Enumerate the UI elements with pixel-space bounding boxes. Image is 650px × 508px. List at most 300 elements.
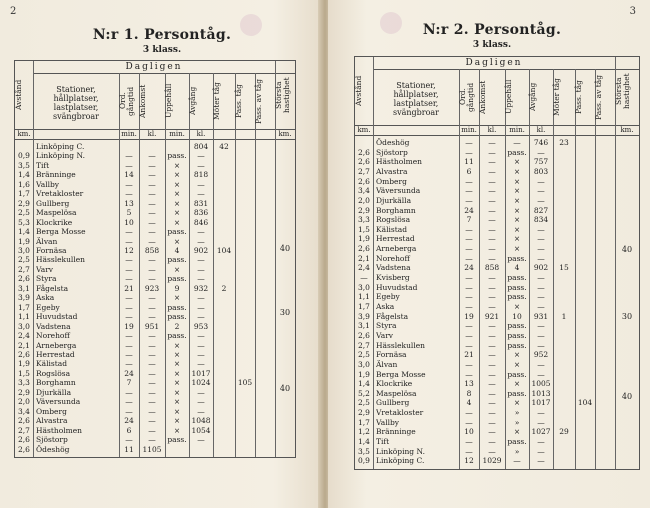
departure-cell: 1027 xyxy=(531,427,551,437)
arrival-cell: — xyxy=(488,282,496,292)
running-time-cell: 7 xyxy=(466,215,472,225)
distance-cell: 1,1 xyxy=(18,312,30,322)
timetable-row xyxy=(355,447,639,457)
running-time-cell: — xyxy=(465,446,473,456)
running-time-cell: 24 xyxy=(124,368,134,378)
timetable-row xyxy=(355,273,639,283)
unit-label: kl. xyxy=(536,126,546,134)
unit-label: kl. xyxy=(147,130,157,138)
distance-cell: 1,6 xyxy=(18,179,30,189)
running-time-cell: 8 xyxy=(466,388,472,398)
arrival-cell: — xyxy=(148,151,156,161)
stop-cell: × xyxy=(513,244,521,254)
stop-cell: 4 xyxy=(514,263,520,273)
stop-cell: pass. xyxy=(507,282,527,292)
running-time-cell: — xyxy=(465,195,473,205)
distance-cell: 2,6 xyxy=(18,274,30,284)
timetable-row xyxy=(355,427,639,437)
station-name: Kälistad xyxy=(376,224,408,234)
rule xyxy=(373,69,639,70)
running-time-cell: — xyxy=(465,253,473,263)
stop-cell: × xyxy=(173,293,181,303)
stop-cell: pass. xyxy=(507,147,527,157)
timetable-row xyxy=(355,418,639,428)
departure-cell: 836 xyxy=(193,208,209,218)
column-header: Pass. tåg xyxy=(574,80,583,114)
station-name: Berga Mosse xyxy=(36,227,86,237)
arrival-cell: — xyxy=(488,302,496,311)
distance-cell: 2,6 xyxy=(358,244,370,254)
running-time-cell: — xyxy=(125,255,133,265)
arrival-cell: — xyxy=(488,186,496,196)
arrival-cell: — xyxy=(148,368,156,378)
distance-cell: 2,6 xyxy=(358,330,370,340)
departure-cell: 803 xyxy=(533,166,549,176)
running-time-cell: — xyxy=(465,224,473,234)
arrival-cell: — xyxy=(148,170,156,180)
arrival-cell: — xyxy=(488,176,496,186)
arrival-cell: — xyxy=(148,331,156,341)
station-name: Tift xyxy=(36,160,50,170)
departure-cell: — xyxy=(537,292,545,302)
running-time-cell: 11 xyxy=(464,157,474,167)
arrival-cell: — xyxy=(488,138,496,147)
running-time-cell: 21 xyxy=(464,350,474,360)
arrival-cell: — xyxy=(488,398,496,408)
station-name: Egeby xyxy=(376,292,400,302)
departure-cell: 834 xyxy=(533,215,549,225)
departure-cell: — xyxy=(537,234,545,244)
departure-cell: — xyxy=(197,302,205,312)
stop-cell: × xyxy=(173,170,181,180)
column-header: Pass. av tåg xyxy=(594,74,603,120)
meets-train-cell: 29 xyxy=(559,427,569,437)
stop-cell: × xyxy=(173,160,181,170)
distance-cell: 1,2 xyxy=(358,427,370,437)
departure-cell: — xyxy=(537,253,545,263)
column-header: Största hastighet xyxy=(274,77,291,113)
running-time-cell: — xyxy=(465,340,473,350)
station-name: Sjöstorp xyxy=(36,435,68,445)
timetable-row xyxy=(355,331,639,341)
running-time-cell: — xyxy=(465,147,473,157)
departure-cell: — xyxy=(537,282,545,292)
running-time-cell: 4 xyxy=(466,398,472,408)
station-name: Linköping N. xyxy=(376,446,425,456)
class-label: 3 klass. xyxy=(472,40,512,50)
distance-cell: 2,5 xyxy=(18,255,30,265)
departure-cell: 902 xyxy=(193,246,209,255)
stop-cell: pass. xyxy=(167,312,187,322)
departure-cell: 827 xyxy=(533,205,549,215)
arrival-cell: 1105 xyxy=(142,444,162,454)
station-name: Bränninge xyxy=(36,170,76,180)
distance-cell: 2,6 xyxy=(358,176,370,186)
stop-cell: × xyxy=(513,215,521,225)
arrival-cell: — xyxy=(488,330,496,340)
arrival-cell: — xyxy=(148,274,156,284)
column-header: Ankomst xyxy=(478,80,487,114)
timetable-row xyxy=(355,312,639,322)
departure-cell: — xyxy=(537,437,545,447)
column-header: Ankomst xyxy=(138,84,147,118)
column-header: Ord. gångtid xyxy=(118,86,135,116)
running-time-cell: — xyxy=(465,292,473,302)
distance-cell: 3,4 xyxy=(358,186,370,196)
meets-train-cell: 15 xyxy=(559,263,569,273)
column-header-stations: Stationer, hållplatser, lastplatser, svängbroar xyxy=(392,81,440,117)
stop-cell: pass. xyxy=(507,388,527,398)
distance-cell: 1,9 xyxy=(18,359,30,369)
stop-cell: pass. xyxy=(507,437,527,447)
stop-cell: 10 xyxy=(512,311,522,321)
stop-cell: » xyxy=(514,408,520,418)
departure-cell: — xyxy=(197,227,205,237)
train-title: N:r 2. Persontåg. xyxy=(422,22,562,38)
arrival-cell: — xyxy=(488,224,496,234)
distance-cell: 2,7 xyxy=(18,425,30,435)
running-time-cell: 24 xyxy=(124,416,134,426)
stop-cell: × xyxy=(173,416,181,426)
running-time-cell: — xyxy=(465,138,473,147)
departure-cell: 846 xyxy=(193,217,209,227)
station-name: Väversunda xyxy=(376,186,421,196)
distance-cell: 3,9 xyxy=(358,311,370,321)
arrival-cell: — xyxy=(488,427,496,437)
station-name: Tift xyxy=(376,437,390,447)
departure-cell: — xyxy=(197,236,205,246)
departure-cell: — xyxy=(197,387,205,397)
stop-cell: — xyxy=(513,138,521,147)
running-time-cell: — xyxy=(125,302,133,312)
distance-cell: 5,2 xyxy=(358,388,370,398)
running-time-cell: — xyxy=(125,312,133,322)
distance-cell: 2,0 xyxy=(18,397,30,407)
meets-train-cell: 1 xyxy=(561,311,567,321)
station-name: Arneberga xyxy=(36,340,77,350)
distance-cell: 2,5 xyxy=(18,208,30,218)
meets-train-cell: 2 xyxy=(221,283,227,293)
distance-cell: 2,4 xyxy=(358,263,370,273)
distance-cell: 2,6 xyxy=(18,416,30,426)
unit-label: min. xyxy=(169,130,185,138)
timetable-row xyxy=(355,379,639,389)
stop-cell: × xyxy=(513,166,521,176)
distance-cell: 2,9 xyxy=(18,198,30,208)
running-time-cell: 13 xyxy=(464,379,474,389)
distance-cell: 3,5 xyxy=(358,446,370,456)
running-time-cell: 19 xyxy=(124,321,134,331)
unit-label: min. xyxy=(509,126,525,134)
distance-cell: 3,0 xyxy=(358,359,370,369)
station-name: Hässlekullen xyxy=(376,340,425,350)
timetable-row xyxy=(355,225,639,235)
distance-cell: 1,9 xyxy=(358,234,370,244)
stop-cell: × xyxy=(513,350,521,360)
distance-cell: 0,9 xyxy=(358,456,370,466)
stop-cell: pass. xyxy=(507,330,527,340)
station-name: Arneberga xyxy=(376,244,417,254)
station-name: Huvudstad xyxy=(376,282,418,292)
timetable-row xyxy=(355,437,639,447)
ink-stain xyxy=(380,12,402,34)
station-name: Varv xyxy=(376,330,394,340)
arrival-cell: — xyxy=(148,406,156,416)
distance-cell: 2,6 xyxy=(18,350,30,359)
station-name: Fågelsta xyxy=(376,311,409,321)
departure-cell: — xyxy=(197,312,205,322)
arrival-cell: — xyxy=(488,244,496,254)
stop-cell: × xyxy=(173,189,181,199)
stop-cell: pass. xyxy=(507,340,527,350)
departure-cell: 831 xyxy=(193,198,209,208)
running-time-cell: 10 xyxy=(464,427,474,437)
stop-cell: » xyxy=(514,417,520,427)
arrival-cell: — xyxy=(488,369,496,379)
arrival-cell: — xyxy=(148,435,156,445)
stop-cell: 9 xyxy=(174,283,180,293)
column-header: Avgång xyxy=(528,82,537,112)
station-name: Borghamn xyxy=(36,378,76,388)
unit-label: km. xyxy=(620,126,634,134)
right-page xyxy=(328,0,650,508)
arrival-cell: — xyxy=(488,215,496,225)
arrival-cell: — xyxy=(148,312,156,322)
running-time-cell: 24 xyxy=(464,263,474,273)
column-header: Uppehåll xyxy=(164,83,173,119)
arrival-cell: — xyxy=(148,359,156,369)
stop-cell: × xyxy=(173,264,181,274)
station-name: Klockrike xyxy=(376,379,413,389)
stop-cell: × xyxy=(513,302,521,311)
distance-cell: 3,1 xyxy=(358,321,370,331)
distance-cell: 2,1 xyxy=(358,253,370,263)
running-time-cell: — xyxy=(125,264,133,274)
arrival-cell: 858 xyxy=(144,246,160,255)
arrival-cell: — xyxy=(488,205,496,215)
running-time-cell: — xyxy=(125,387,133,397)
arrival-cell: — xyxy=(148,416,156,426)
station-name: Vretakloster xyxy=(376,408,424,418)
stop-cell: 2 xyxy=(174,321,180,331)
station-name: Maspelösa xyxy=(36,208,77,218)
distance-cell: 2,9 xyxy=(358,408,370,418)
station-name: Norehoff xyxy=(36,331,70,341)
unit-label: km. xyxy=(17,130,31,138)
station-name: Älvan xyxy=(376,359,398,369)
running-time-cell: — xyxy=(465,417,473,427)
timetable-row xyxy=(355,408,639,418)
stop-cell: × xyxy=(173,350,181,359)
stop-cell: × xyxy=(513,224,521,234)
stop-cell: pass. xyxy=(507,253,527,263)
stop-cell: 4 xyxy=(174,246,180,255)
unit-label: min. xyxy=(121,130,137,138)
station-name: Styra xyxy=(376,321,397,331)
departure-cell: — xyxy=(197,264,205,274)
running-time-cell: 6 xyxy=(466,166,472,176)
distance-cell: 1,4 xyxy=(18,227,30,237)
departure-cell: 1024 xyxy=(191,378,211,388)
station-name: Vallby xyxy=(36,179,60,189)
running-time-cell: — xyxy=(125,293,133,303)
running-time-cell: — xyxy=(465,369,473,379)
departure-cell: 746 xyxy=(533,138,549,147)
timetable-row xyxy=(355,234,639,244)
stop-cell: pass. xyxy=(167,274,187,284)
running-time-cell: — xyxy=(125,340,133,350)
max-speed-value: 40 xyxy=(621,245,633,255)
timetable-row xyxy=(355,302,639,312)
running-time-cell: — xyxy=(465,321,473,331)
departure-cell: — xyxy=(197,189,205,199)
stop-cell: pass. xyxy=(507,369,527,379)
distance-cell: 3,0 xyxy=(18,246,30,255)
running-time-cell: 6 xyxy=(126,425,132,435)
timetable-row xyxy=(15,445,295,455)
station-name: Aska xyxy=(376,302,395,311)
arrival-cell: 923 xyxy=(144,283,160,293)
arrival-cell: — xyxy=(488,147,496,157)
station-name: Aska xyxy=(36,293,55,303)
meets-train-cell: 42 xyxy=(219,142,229,151)
running-time-cell: — xyxy=(125,397,133,407)
running-time-cell: 14 xyxy=(124,170,134,180)
running-time-cell: — xyxy=(125,435,133,445)
max-speed-value: 30 xyxy=(279,307,291,317)
arrival-cell: — xyxy=(488,388,496,398)
arrival-cell: — xyxy=(488,350,496,360)
stop-cell: × xyxy=(173,406,181,416)
meets-train-cell: 104 xyxy=(216,246,232,255)
departure-cell: 952 xyxy=(533,350,549,360)
departure-cell: — xyxy=(537,417,545,427)
stop-cell: » xyxy=(514,446,520,456)
departure-cell: — xyxy=(197,255,205,265)
timetable-row xyxy=(355,388,639,402)
station-name: Gullberg xyxy=(376,398,410,408)
stop-cell: × xyxy=(173,340,181,350)
running-time-cell: 7 xyxy=(126,378,132,388)
departure-cell: — xyxy=(537,186,545,196)
departure-cell: 1017 xyxy=(191,368,211,378)
distance-cell: 1,5 xyxy=(358,224,370,234)
stop-cell: pass. xyxy=(507,292,527,302)
arrival-cell: — xyxy=(488,321,496,331)
departure-cell: 953 xyxy=(193,321,209,331)
arrival-cell: — xyxy=(488,234,496,244)
departure-cell: — xyxy=(537,273,545,283)
arrival-cell: — xyxy=(148,198,156,208)
departure-cell: — xyxy=(537,446,545,456)
column-header: Största hastighet xyxy=(614,73,631,109)
station-name: Linköping C. xyxy=(376,456,425,466)
left-page xyxy=(0,0,322,508)
station-name: Omberg xyxy=(36,406,67,416)
station-name: Linköping N. xyxy=(36,151,85,161)
running-time-cell: — xyxy=(465,302,473,311)
station-name: Djurkälla xyxy=(376,195,412,205)
station-name: Linköping C. xyxy=(36,142,85,151)
arrival-cell: — xyxy=(488,437,496,447)
departure-cell: 1054 xyxy=(191,425,211,435)
column-header: Pass. av tåg xyxy=(254,78,263,124)
running-time-cell: — xyxy=(125,359,133,369)
stop-cell: × xyxy=(173,397,181,407)
distance-cell: 3,3 xyxy=(358,215,370,225)
timetable-row xyxy=(355,360,639,370)
stop-cell: pass. xyxy=(167,331,187,341)
timetable-row xyxy=(355,321,639,331)
stop-cell: × xyxy=(173,179,181,189)
station-name: Rogslösa xyxy=(36,368,71,378)
station-name: Ödeshög xyxy=(376,138,410,147)
station-name: Älvan xyxy=(36,236,58,246)
stop-cell: × xyxy=(173,378,181,388)
departure-cell: — xyxy=(197,397,205,407)
distance-cell: 2,4 xyxy=(18,331,30,341)
arrival-cell: — xyxy=(488,292,496,302)
arrival-cell: — xyxy=(488,340,496,350)
distance-cell: 1,4 xyxy=(358,437,370,447)
stop-cell: × xyxy=(513,157,521,167)
departure-cell: — xyxy=(197,340,205,350)
stop-cell: × xyxy=(513,176,521,186)
departure-cell: — xyxy=(197,350,205,359)
distance-cell: 1,5 xyxy=(18,368,30,378)
stop-cell: pass. xyxy=(167,227,187,237)
arrival-cell: — xyxy=(488,408,496,418)
arrival-cell: — xyxy=(148,397,156,407)
station-name: Väversunda xyxy=(36,397,81,407)
arrival-cell: — xyxy=(148,179,156,189)
stop-cell: pass. xyxy=(507,321,527,331)
timetable-row xyxy=(355,196,639,206)
timetable-row xyxy=(355,177,639,187)
timetable-row xyxy=(355,215,639,225)
station-name: Ödeshög xyxy=(36,444,70,454)
timetable-row xyxy=(355,206,639,216)
timetable-row xyxy=(355,398,639,408)
arrival-cell: — xyxy=(148,425,156,435)
distance-cell: 3,9 xyxy=(18,293,30,303)
arrival-cell: — xyxy=(488,273,496,283)
distance-cell: 5,3 xyxy=(18,217,30,227)
station-name: Alvastra xyxy=(36,416,68,426)
running-time-cell: — xyxy=(465,186,473,196)
distance-cell: 1,4 xyxy=(18,170,30,180)
departure-cell: 902 xyxy=(533,263,549,273)
arrival-cell: — xyxy=(148,189,156,199)
station-name: Herrestad xyxy=(36,350,75,359)
timetable-row xyxy=(355,167,639,177)
running-time-cell: — xyxy=(125,151,133,161)
distance-cell: 2,0 xyxy=(358,195,370,205)
station-name: Fornäsa xyxy=(36,246,67,255)
distance-cell: 1,7 xyxy=(358,417,370,427)
column-header: Avgång xyxy=(188,86,197,116)
departure-cell: — xyxy=(537,456,545,466)
departure-cell: — xyxy=(537,321,545,331)
timetable-row xyxy=(355,157,639,167)
distance-cell: 3,0 xyxy=(358,282,370,292)
departure-cell: 757 xyxy=(533,157,549,167)
departure-cell: 804 xyxy=(193,142,209,151)
distance-cell: 3,4 xyxy=(18,406,30,416)
station-name: Styra xyxy=(36,274,57,284)
stop-cell: × xyxy=(513,195,521,205)
passes-train-cell: 104 xyxy=(577,398,593,408)
